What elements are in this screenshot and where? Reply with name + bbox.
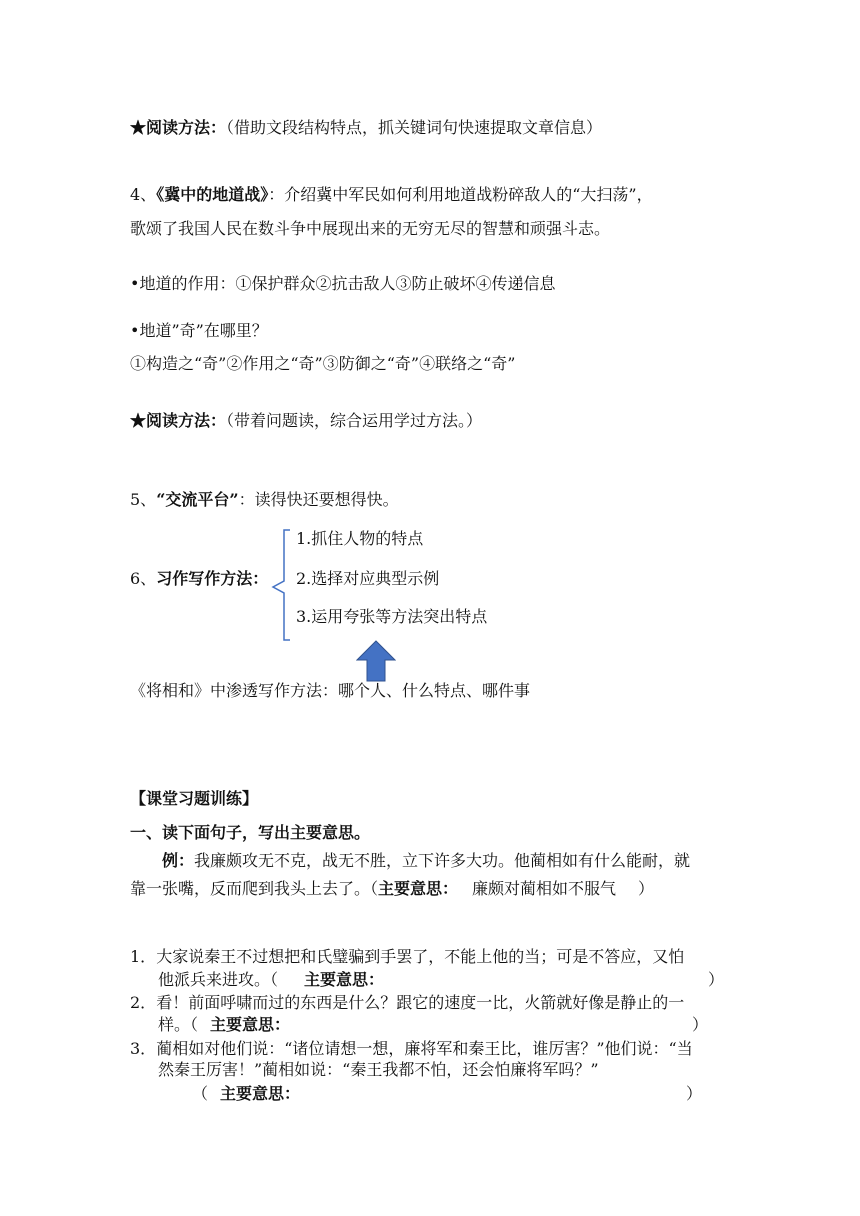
item5 xyxy=(130,489,399,511)
question-3-line3 xyxy=(192,1083,300,1105)
question-text: 他派兵来进攻。（ xyxy=(158,970,279,989)
answer-blank-close-3: ） xyxy=(686,1084,703,1103)
main-idea-label: 主要意思： xyxy=(220,1084,301,1103)
exercise-section1: 一、读下面句子，写出主要意思。 xyxy=(130,823,371,842)
item6-number: 6、 xyxy=(130,569,157,588)
item4-line2: 歌颂了我国人民在数斗争中展现出来的无穷无尽的智慧和顽强斗志。 xyxy=(130,219,611,238)
question-1-line2 xyxy=(158,969,384,991)
answer-blank-close-1: ） xyxy=(708,970,725,989)
item6-point-3: 3.运用夸张等方法突出特点 xyxy=(296,607,488,626)
item4-number: 4、 xyxy=(130,185,157,204)
question-text: 大家说秦王不过想把和氏璧骗到手罢了，不能上他的当；可是不答应，又怕 xyxy=(156,947,685,966)
reading-method-label: ★阅读方法： xyxy=(130,411,227,430)
question-number: 3． xyxy=(130,1039,157,1058)
example-line1 xyxy=(162,850,690,872)
reading-method-text: （借助文段结构特点，抓关键词句快速提取文章信息） xyxy=(226,118,603,137)
item6-point-2: 2.选择对应典型示例 xyxy=(296,569,440,588)
example-text: 我廉颇攻无不克，战无不胜，立下许多大功。他蔺相如有什么能耐，就 xyxy=(194,851,691,870)
question-2-line2 xyxy=(158,1014,290,1036)
tunnel-wonder-answer: ①构造之“奇”②作用之“奇”③防御之“奇”④联络之“奇” xyxy=(130,354,516,373)
main-idea-label: 主要意思： xyxy=(304,970,385,989)
jiangxianghe-note: 《将相和》中渗透写作方法：哪个人、什么特点、哪件事 xyxy=(130,681,531,700)
main-idea-label: 主要意思： xyxy=(378,879,459,898)
item5-number: 5、 xyxy=(130,490,157,509)
item4-line1 xyxy=(130,184,653,206)
item5-text: ：读得快还要想得快。 xyxy=(238,490,399,509)
reading-method-1 xyxy=(130,117,602,139)
question-2-line1 xyxy=(130,992,684,1014)
answer-blank-close-2: ） xyxy=(692,1015,709,1034)
up-arrow-icon xyxy=(356,640,396,682)
item6-heading xyxy=(130,568,268,590)
question-text: 样。（ xyxy=(158,1015,199,1034)
reading-method-2 xyxy=(130,410,482,432)
reading-method-text: （带着问题读，综合运用学过方法。） xyxy=(226,411,483,430)
tunnel-function: •地道的作用：①保护群众②抗击敌人③防止破坏④传递信息 xyxy=(130,274,556,293)
question-number: 1． xyxy=(130,947,157,966)
exercise-heading: 【课堂习题训练】 xyxy=(130,789,259,808)
question-1-line1 xyxy=(130,946,684,968)
reading-method-label: ★阅读方法： xyxy=(130,118,227,137)
question-number: 2． xyxy=(130,993,157,1012)
question-3-line1 xyxy=(130,1038,693,1060)
example-answer: 廉颇对蔺相如不服气 xyxy=(472,879,617,898)
item6-point-1: 1.抓住人物的特点 xyxy=(296,529,424,548)
example-line2 xyxy=(130,878,654,900)
example-label: 例： xyxy=(162,851,195,870)
item5-title: “交流平台” xyxy=(156,490,239,509)
close-paren: ） xyxy=(638,879,655,898)
item6-title: 习作写作方法： xyxy=(156,569,269,588)
brace-bracket xyxy=(270,528,292,642)
open-paren: （ xyxy=(192,1084,209,1103)
item4-title: 《冀中的地道战》 xyxy=(156,185,269,204)
item4-line1-text: ：介绍冀中军民如何利用地道战粉碎敌人的“大扫荡”， xyxy=(268,185,653,204)
question-text: 看！前面呼啸而过的东西是什么？跟它的速度一比，火箭就好像是静止的一 xyxy=(156,993,685,1012)
tunnel-wonder-question: •地道”奇”在哪里？ xyxy=(130,321,268,340)
question-text: 蔺相如对他们说：“诸位请想一想，廉将军和秦王比，谁厉害？”他们说：“当 xyxy=(156,1039,693,1058)
question-3-line2: 然秦王厉害！”蔺相如说：“秦王我都不怕，还会怕廉将军吗？” xyxy=(158,1060,599,1079)
example-text-2: 靠一张嘴，反而爬到我头上去了。（ xyxy=(130,879,379,898)
main-idea-label: 主要意思： xyxy=(210,1015,291,1034)
